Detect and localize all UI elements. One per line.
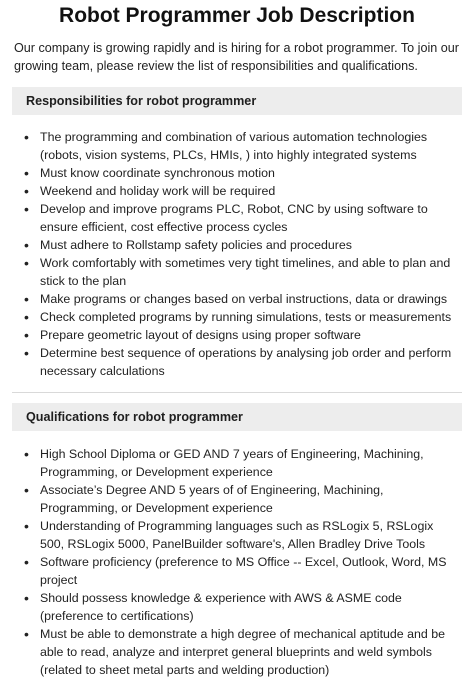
responsibilities-heading: Responsibilities for robot programmer — [12, 87, 462, 115]
intro-paragraph: Our company is growing rapidly and is hiring for a robot programmer. To join our growing team, please review the list of responsibilities and qualifications. — [14, 41, 459, 73]
qualifications-heading: Qualifications for robot programmer — [12, 403, 462, 431]
list-item: • Determine best sequence of operations by analysing job order and perform necessary calculations — [12, 344, 462, 380]
list-item: • Must adhere to Rollstamp safety policies and procedures — [12, 236, 462, 254]
section-divider — [12, 392, 462, 393]
list-item: • Associate’s Degree AND 5 years of of Engineering, Machining, Programming, or Development experience — [12, 481, 462, 517]
list-item: • Must know coordinate synchronous motion — [12, 164, 462, 182]
list-item: • Prepare geometric layout of designs using proper software — [12, 326, 462, 344]
list-item: • The programming and combination of various automation technologies (robots, vision systems, PLCs, HMIs, ) into highly integrated systems — [12, 128, 462, 164]
list-item: • Should possess knowledge & experience with AWS & ASME code (preference to certifications) — [12, 589, 462, 625]
list-item: • Develop and improve programs PLC, Robot, CNC by using software to ensure efficient, cost effective process cycles — [12, 200, 462, 236]
list-item: • High School Diploma or GED AND 7 years of Engineering, Machining, Programming, or Development experience — [12, 445, 462, 481]
list-item: • Work comfortably with sometimes very tight timelines, and able to plan and stick to the plan — [12, 254, 462, 290]
list-item: • Must be able to demonstrate a high degree of mechanical aptitude and be able to read, analyze and interpret general blueprints and weld symbols (related to sheet metal parts and welding production) — [12, 625, 462, 679]
list-item: • Check completed programs by running simulations, tests or measurements — [12, 308, 462, 326]
list-item: • Weekend and holiday work will be required — [12, 182, 462, 200]
list-item: • Make programs or changes based on verbal instructions, data or drawings — [12, 290, 462, 308]
responsibilities-list — [12, 128, 462, 380]
qualifications-list — [12, 445, 462, 679]
list-item: • Software proficiency (preference to MS Office -- Excel, Outlook, Word, MS project — [12, 553, 462, 589]
page-title: Robot Programmer Job Description — [59, 4, 415, 27]
list-item: • Understanding of Programming languages such as RSLogix 5, RSLogix 500, RSLogix 5000, PanelBuilder software's, Allen Bradley Drive Tools — [12, 517, 462, 553]
